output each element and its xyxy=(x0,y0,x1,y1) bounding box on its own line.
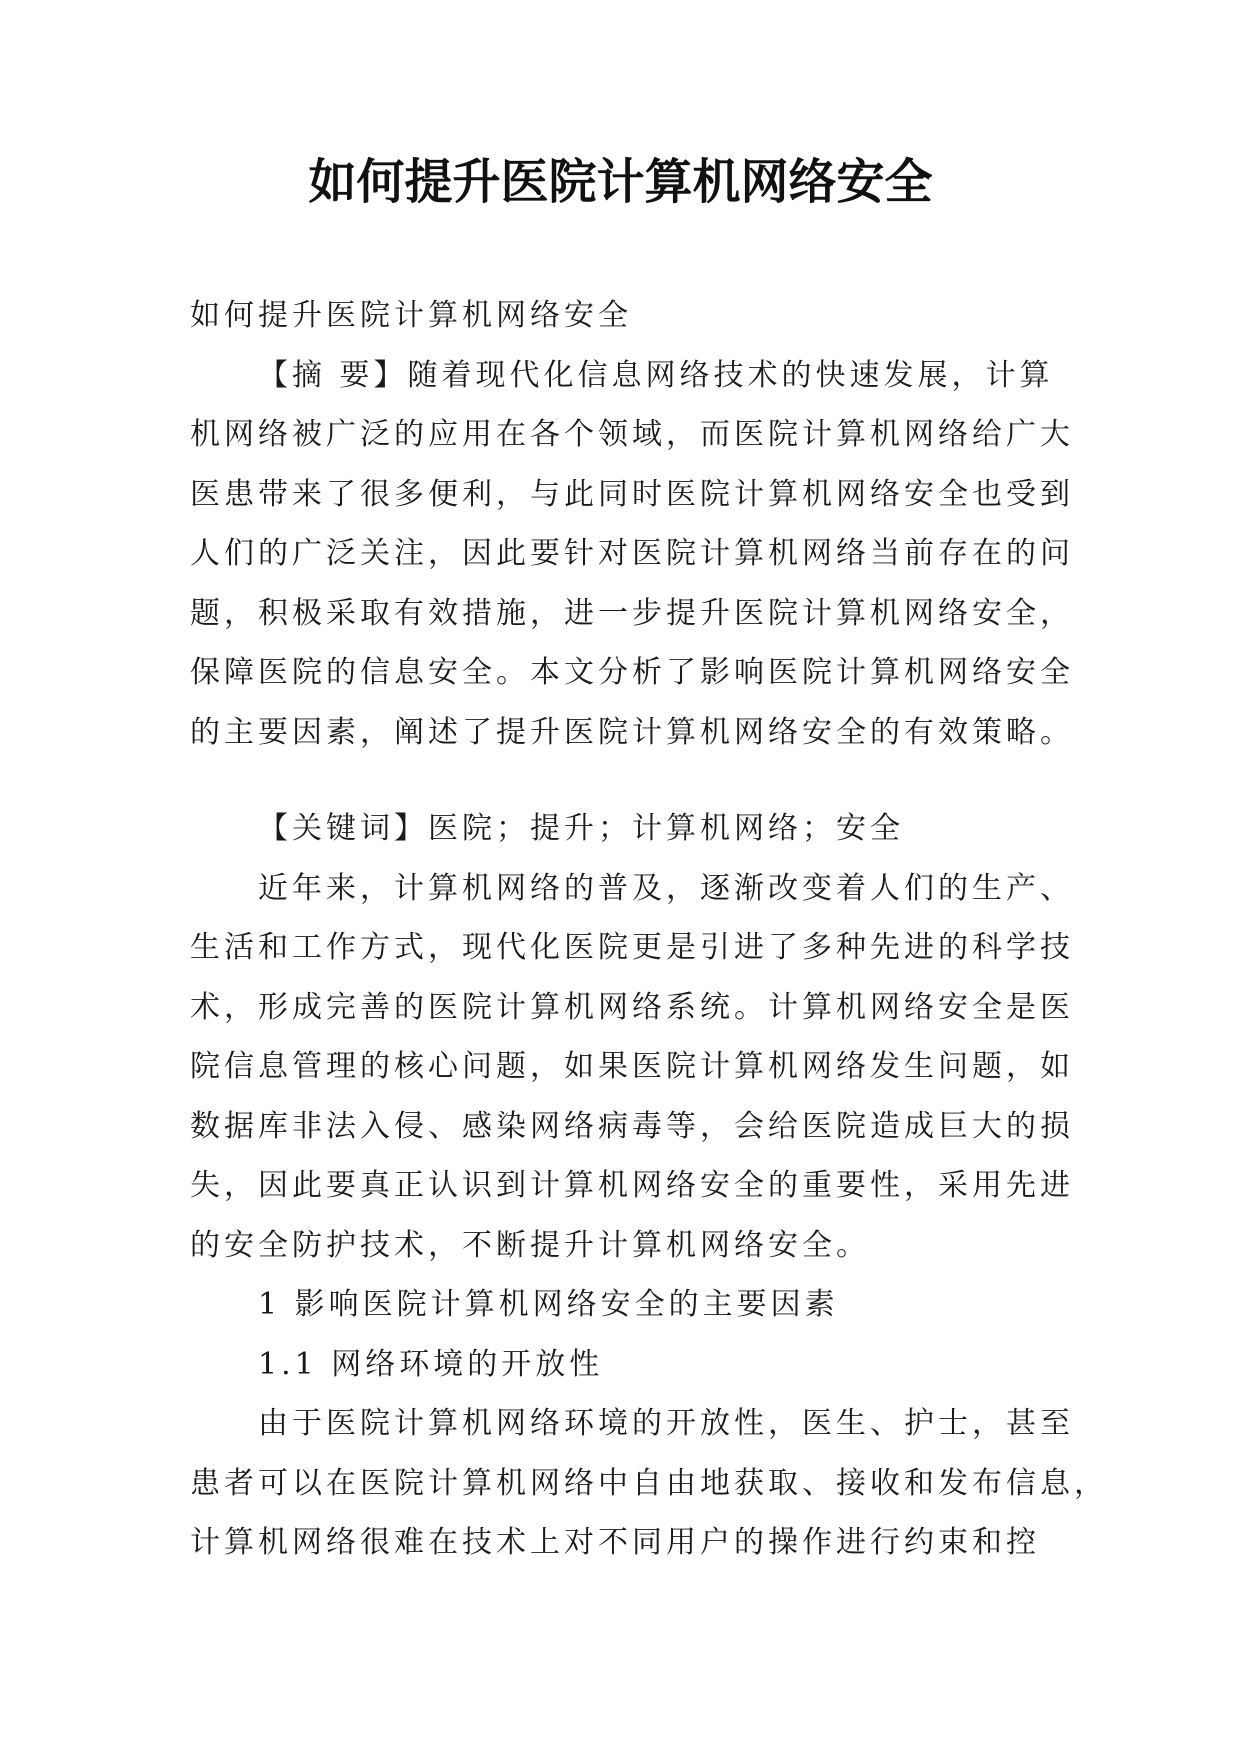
section-line: 由于医院计算机网络环境的开放性，医生、护士，甚至 xyxy=(258,1406,1074,1441)
intro-line: 失，因此要真正认识到计算机网络安全的重要性，采用先进 xyxy=(190,1168,1074,1203)
abstract-line: 的主要因素，阐述了提升医院计算机网络安全的有效策略。 xyxy=(190,714,1074,750)
keywords-line: 【关键词】医院；提升；计算机网络；安全 xyxy=(258,811,904,846)
section-line: 计算机网络很难在技术上对不同用户的操作进行约束和控 xyxy=(190,1525,1040,1560)
abstract-line: 【摘 要】随着现代化信息网络技术的快速发展，计算 xyxy=(258,357,1054,393)
section-line: 患者可以在医院计算机网络中自由地获取、接收和发布信息， xyxy=(190,1465,1108,1501)
document-body xyxy=(190,286,1108,1573)
intro-line: 院信息管理的核心问题，如果医院计算机网络发生问题，如 xyxy=(190,1049,1074,1084)
intro-line: 生活和工作方式，现代化医院更是引进了多种先进的科学技 xyxy=(190,930,1074,965)
abstract-line: 医患带来了很多便利，与此同时医院计算机网络安全也受到 xyxy=(190,476,1074,512)
intro-line: 数据库非法入侵、感染网络病毒等，会给医院造成巨大的损 xyxy=(190,1108,1074,1144)
section-heading: 1 影响医院计算机网络安全的主要因素 xyxy=(258,1287,839,1322)
abstract-line: 题，积极采取有效措施，进一步提升医院计算机网络安全， xyxy=(190,595,1074,631)
paragraph-gap xyxy=(190,762,1060,799)
subtitle-line: 如何提升医院计算机网络安全 xyxy=(190,298,632,333)
abstract-line: 保障医院的信息安全。本文分析了影响医院计算机网络安全 xyxy=(190,655,1074,690)
abstract-line: 机网络被广泛的应用在各个领域，而医院计算机网络给广大 xyxy=(190,417,1074,452)
subsection-heading: 1.1 网络环境的开放性 xyxy=(258,1346,604,1382)
intro-line: 近年来，计算机网络的普及，逐渐改变着人们的生产、 xyxy=(258,870,1074,906)
abstract-line: 人们的广泛关注，因此要针对医院计算机网络当前存在的问 xyxy=(190,536,1074,571)
document-title: 如何提升医院计算机网络安全 xyxy=(308,154,933,210)
intro-line: 的安全防护技术，不断提升计算机网络安全。 xyxy=(190,1227,870,1263)
intro-line: 术，形成完善的医院计算机网络系统。计算机网络安全是医 xyxy=(190,989,1074,1025)
